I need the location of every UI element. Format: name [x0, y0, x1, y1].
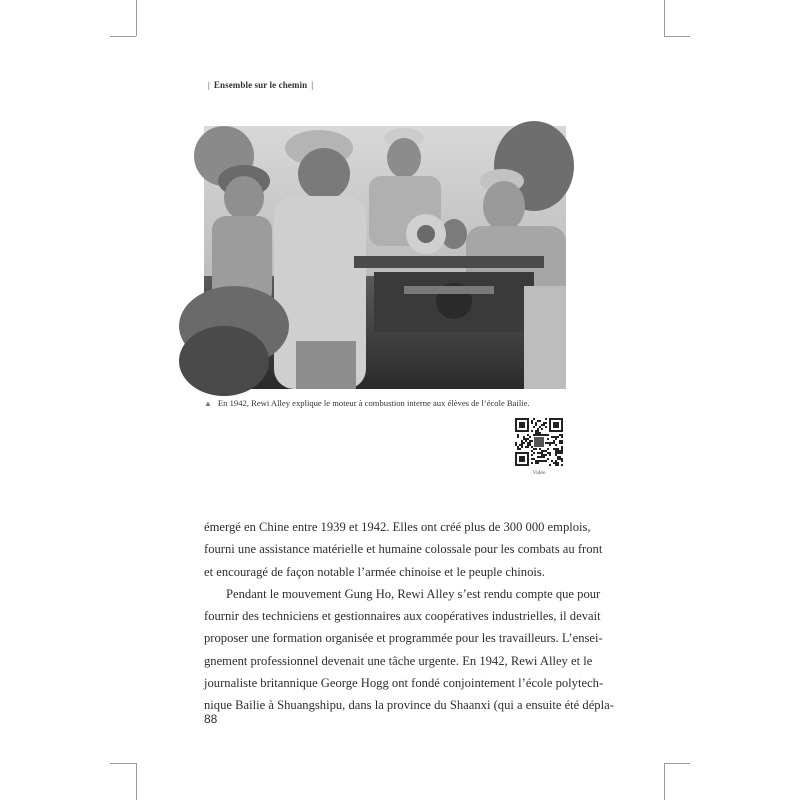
qr-label: Vidéo — [532, 470, 546, 476]
qr-module — [555, 454, 557, 456]
qr-module — [547, 458, 549, 460]
qr-module — [543, 424, 545, 426]
qr-module — [549, 442, 551, 444]
qr-module — [521, 444, 523, 446]
qr-module — [535, 430, 537, 432]
caption-text: En 1942, Rewi Alley explique le moteur à combustion interne aux élèves de l’école Bailie. — [217, 398, 530, 408]
qr-module — [535, 432, 537, 434]
crop-mark — [110, 36, 136, 37]
qr-module — [561, 440, 563, 442]
crop-mark — [136, 763, 137, 800]
crop-mark — [136, 0, 137, 36]
qr-module — [521, 442, 523, 444]
qr-module — [553, 448, 555, 450]
qr-module — [555, 462, 557, 464]
qr-module — [555, 448, 557, 450]
qr-module — [559, 456, 561, 458]
qr-module — [539, 460, 541, 462]
qr-module — [555, 444, 557, 446]
qr-module — [535, 424, 537, 426]
qr-module — [531, 440, 533, 442]
qr-module — [535, 462, 537, 464]
page-number: 88 — [204, 712, 218, 726]
qr-module — [559, 440, 561, 442]
qr-module — [555, 452, 557, 454]
running-header — [204, 80, 317, 90]
qr-module — [549, 454, 551, 456]
caption-triangle-icon: ▲ — [204, 399, 212, 408]
qr-module — [557, 458, 559, 460]
qr-module — [527, 442, 529, 444]
qr-module — [559, 442, 561, 444]
qr-module — [535, 422, 537, 424]
qr-module — [527, 446, 529, 448]
qr-module — [545, 434, 547, 436]
text-line: gnement professionnel devenait une tâche urgente. En 1942, Rewi Alley et le — [204, 653, 593, 668]
qr-module — [529, 444, 531, 446]
qr-module — [545, 454, 547, 456]
qr-module — [539, 434, 541, 436]
qr-module — [539, 452, 541, 454]
qr-module — [537, 462, 539, 464]
qr-module — [537, 456, 539, 458]
qr-module — [541, 424, 543, 426]
crop-mark — [664, 36, 690, 37]
qr-module — [533, 452, 535, 454]
qr-module — [555, 436, 557, 438]
qr-module — [545, 460, 547, 462]
qr-module — [533, 448, 535, 450]
qr-module — [551, 460, 553, 462]
qr-module — [523, 442, 525, 444]
qr-module — [533, 418, 535, 420]
qr-module — [535, 434, 537, 436]
qr-module — [561, 464, 563, 466]
qr-module — [551, 442, 553, 444]
qr-module — [561, 442, 563, 444]
qr-module — [561, 460, 563, 462]
qr-module — [557, 436, 559, 438]
qr-module — [531, 420, 533, 422]
qr-module — [531, 454, 533, 456]
qr-module — [541, 450, 543, 452]
qr-module — [541, 428, 543, 430]
text-line: et encouragé de façon notable l’armée chinoise et le peuple chinois. — [204, 564, 545, 579]
qr-module — [557, 448, 559, 450]
qr-module — [521, 446, 523, 448]
qr-module — [537, 452, 539, 454]
qr-module — [543, 456, 545, 458]
qr-module — [523, 438, 525, 440]
qr-module — [521, 440, 523, 442]
qr-module — [561, 434, 563, 436]
qr-module — [543, 450, 545, 452]
qr-module — [557, 464, 559, 466]
qr-module — [541, 460, 543, 462]
qr-module — [517, 436, 519, 438]
qr-module — [533, 458, 535, 460]
qr-module — [547, 438, 549, 440]
qr-module — [535, 448, 537, 450]
qr-module — [537, 460, 539, 462]
qr-module — [539, 426, 541, 428]
qr-module — [553, 440, 555, 442]
text-line: proposer une formation organisée et programmée pour les travailleurs. L’ensei- — [204, 631, 603, 646]
qr-module — [527, 434, 529, 436]
qr-module — [543, 422, 545, 424]
qr-module — [551, 436, 553, 438]
crop-mark — [664, 763, 665, 800]
qr-module — [547, 434, 549, 436]
text-line: fourni une assistance matérielle et humaine colossale pour les combats au front — [204, 542, 603, 557]
qr-module — [531, 450, 533, 452]
text-line: Pendant le mouvement Gung Ho, Rewi Alley s’est rendu compte que pour — [226, 586, 601, 601]
qr-module — [547, 452, 549, 454]
qr-module — [545, 422, 547, 424]
qr-module — [531, 430, 533, 432]
qr-module — [545, 442, 547, 444]
crop-mark — [664, 0, 665, 36]
qr-module — [543, 460, 545, 462]
qr-module — [535, 460, 537, 462]
qr-module — [553, 442, 555, 444]
qr-module — [523, 436, 525, 438]
qr-module — [557, 452, 559, 454]
qr-module — [519, 444, 521, 446]
qr-module — [539, 456, 541, 458]
qr-module — [531, 462, 533, 464]
qr-module — [545, 426, 547, 428]
qr-module — [519, 448, 521, 450]
qr-code-icon — [515, 418, 563, 466]
qr-module — [547, 442, 549, 444]
qr-module — [559, 434, 561, 436]
qr-module — [531, 446, 533, 448]
qr-module — [559, 450, 561, 452]
crop-mark — [110, 763, 136, 764]
qr-module — [541, 434, 543, 436]
qr-module — [517, 434, 519, 436]
qr-module — [527, 438, 529, 440]
qr-module — [549, 452, 551, 454]
qr-module — [529, 436, 531, 438]
qr-module — [515, 442, 517, 444]
qr-module — [557, 456, 559, 458]
header-rule-left: | — [208, 80, 210, 90]
qr-module — [545, 450, 547, 452]
qr-module — [547, 448, 549, 450]
qr-module — [533, 426, 535, 428]
qr-module — [549, 444, 551, 446]
qr-module — [561, 448, 563, 450]
text-line: journaliste britannique George Hogg ont fondé conjointement l’école polytech- — [204, 676, 604, 691]
qr-module — [531, 458, 533, 460]
historical-photo — [204, 126, 566, 389]
qr-module — [537, 430, 539, 432]
qr-module — [555, 460, 557, 462]
text-line: fournir des techniciens et gestionnaires aux coopératives industrielles, il devait — [204, 609, 601, 624]
qr-module — [555, 464, 557, 466]
qr-module — [537, 432, 539, 434]
qr-module — [543, 454, 545, 456]
qr-module — [561, 450, 563, 452]
qr-module — [549, 464, 551, 466]
text-line: nique Bailie à Shuangshipu, dans la province du Shaanxi (qui a ensuite été dépla- — [204, 698, 614, 713]
header-title: Ensemble sur le chemin — [213, 80, 308, 90]
qr-module — [539, 420, 541, 422]
qr-module — [561, 452, 563, 454]
qr-module — [539, 432, 541, 434]
qr-module — [517, 446, 519, 448]
qr-module — [529, 442, 531, 444]
qr-module — [537, 420, 539, 422]
qr-module — [557, 450, 559, 452]
photo-illustration — [204, 126, 566, 389]
qr-module — [533, 434, 535, 436]
qr-module — [525, 446, 527, 448]
qr-module — [561, 436, 563, 438]
crop-mark — [664, 763, 690, 764]
qr-module — [543, 434, 545, 436]
qr-module — [537, 434, 539, 436]
qr-module — [517, 448, 519, 450]
qr-module — [531, 422, 533, 424]
qr-module — [527, 444, 529, 446]
qr-module — [515, 444, 517, 446]
qr-module — [561, 458, 563, 460]
body-text — [204, 516, 614, 717]
qr-module — [541, 452, 543, 454]
qr-module — [525, 438, 527, 440]
qr-module — [529, 440, 531, 442]
qr-module — [553, 436, 555, 438]
qr-module — [545, 418, 547, 420]
qr-module — [541, 456, 543, 458]
qr-module — [555, 450, 557, 452]
video-qr-code[interactable] — [515, 418, 563, 466]
qr-module — [557, 462, 559, 464]
qr-module — [537, 428, 539, 430]
text-line: émergé en Chine entre 1939 et 1942. Elles ont créé plus de 300 000 emplois, — [204, 520, 591, 534]
header-rule-right: | — [311, 80, 314, 90]
qr-module — [553, 462, 555, 464]
qr-module — [525, 440, 527, 442]
photo-caption — [204, 398, 566, 408]
qr-module — [555, 438, 557, 440]
qr-module — [561, 446, 563, 448]
qr-module — [559, 452, 561, 454]
qr-module — [559, 458, 561, 460]
qr-module — [541, 454, 543, 456]
qr-module — [539, 448, 541, 450]
